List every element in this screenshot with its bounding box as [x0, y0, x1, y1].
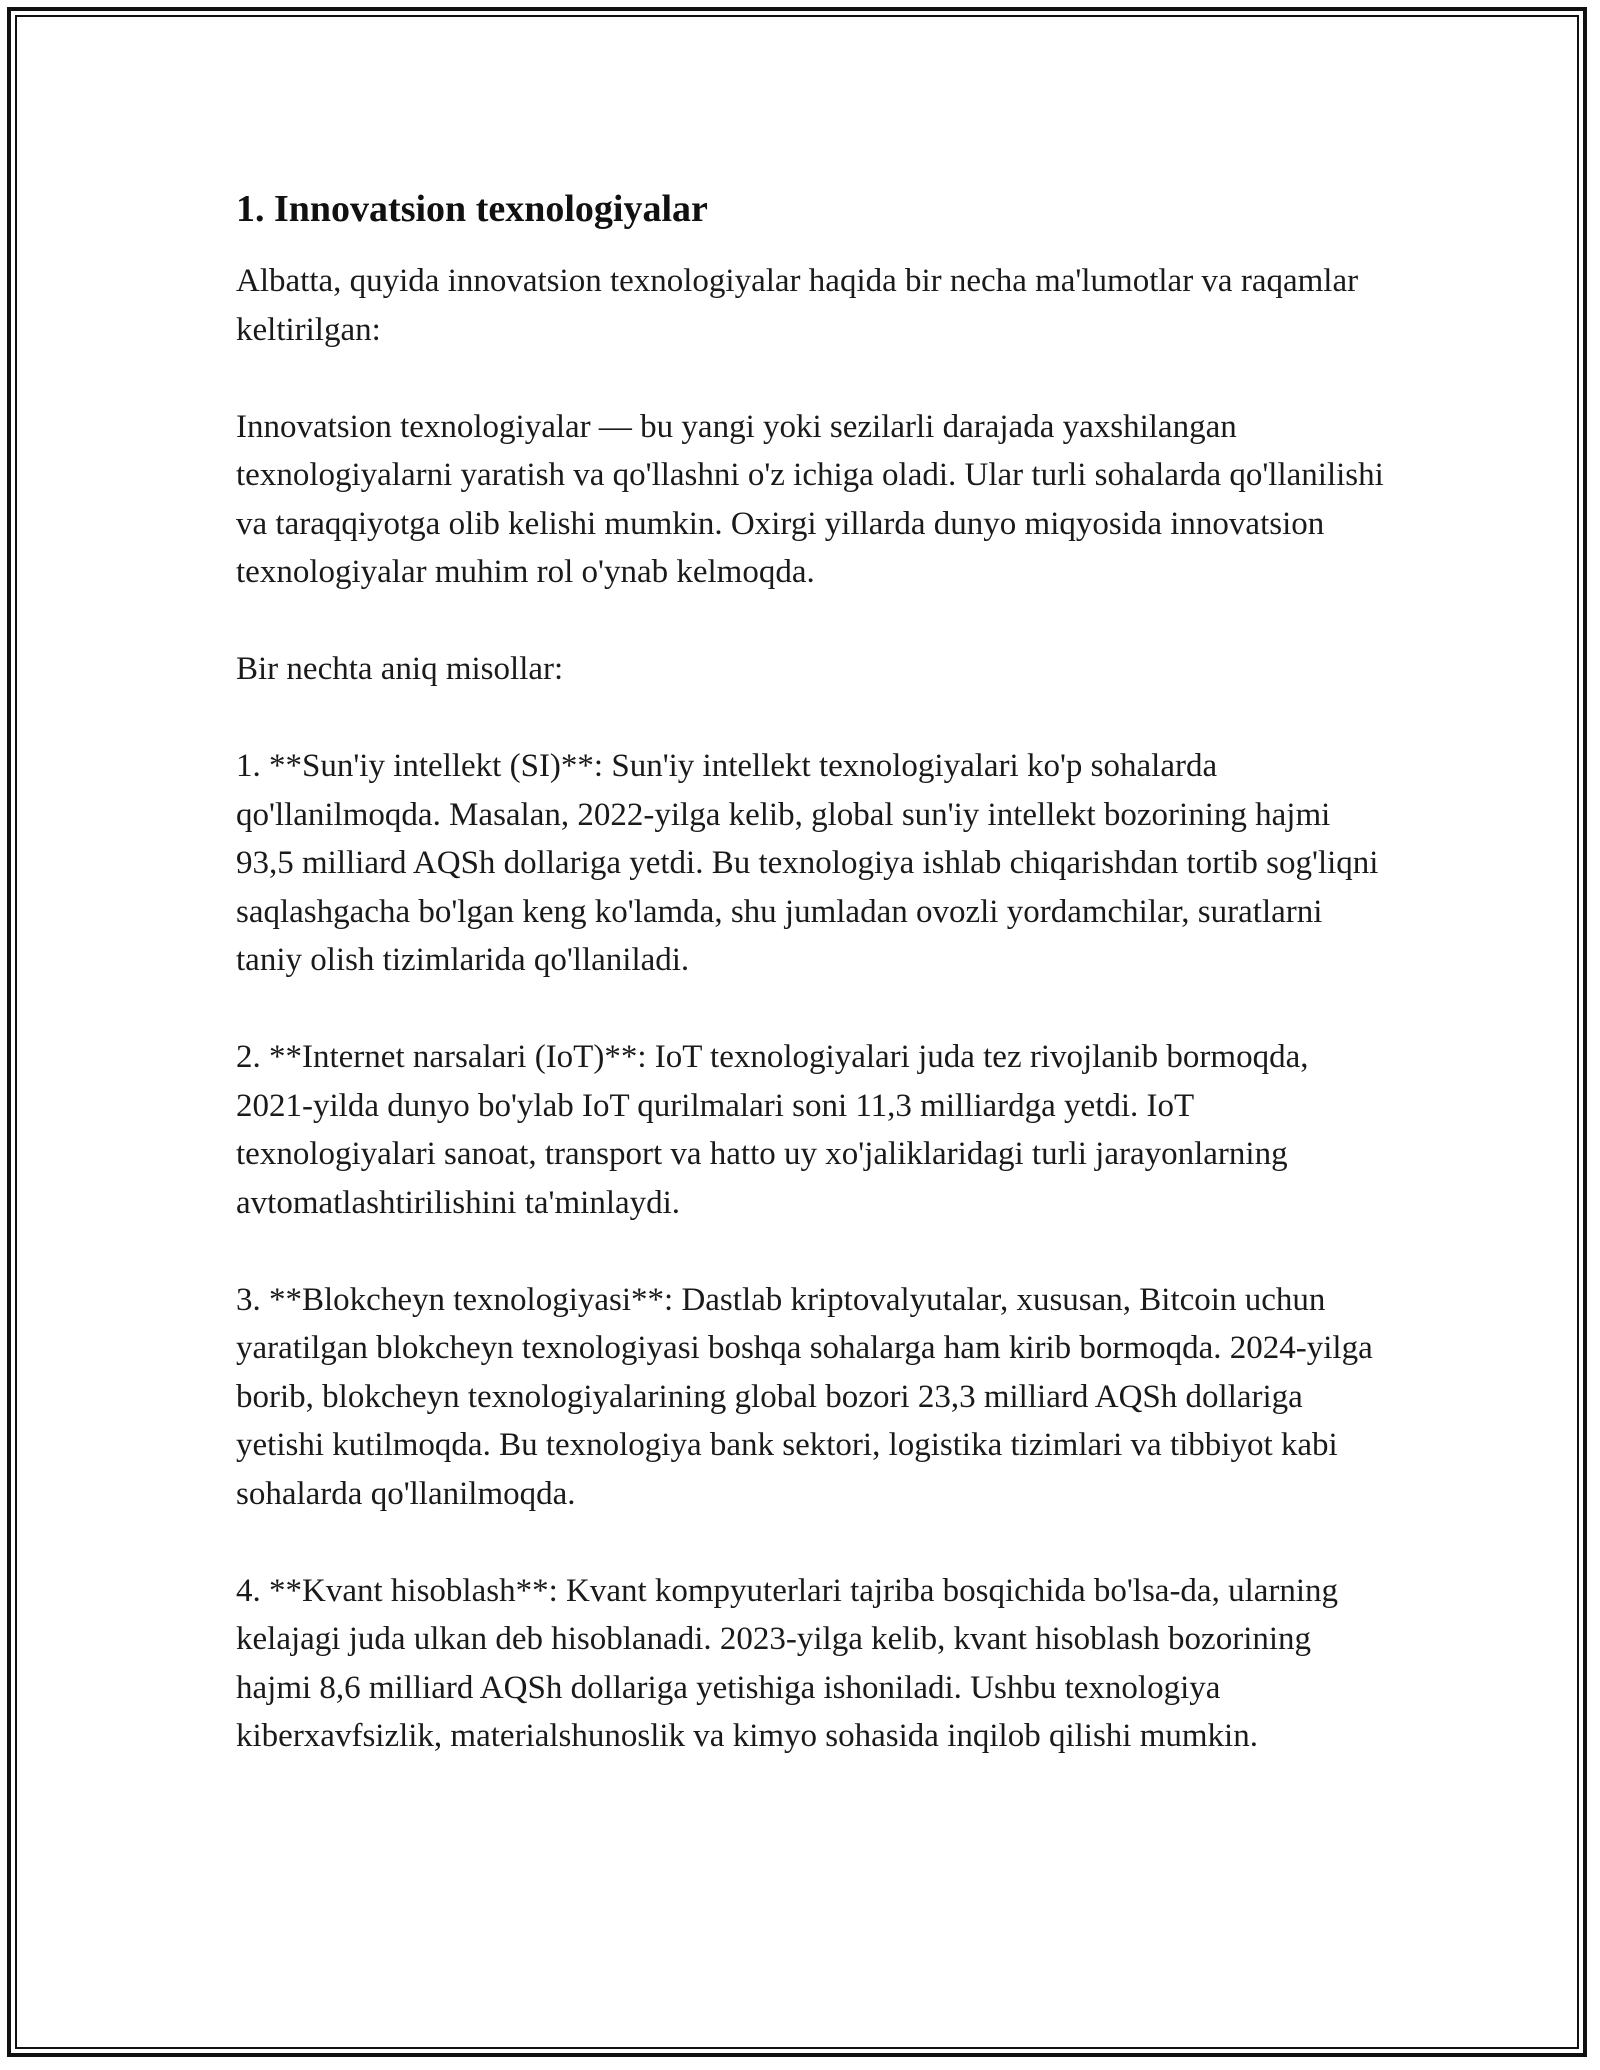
example-ai-paragraph: 1. **Sun'iy intellekt (SI)**: Sun'iy intellekt texnologiyalari ko'p sohalarda qo'llanilmoqda. Masalan, 2022-yilga kelib, global sun'iy intellekt bozorining hajmi 93,5 milliard AQSh dollariga yetdi. Bu texnologiya ishlab chiqarishdan tortib sog'liqni saqlashgacha bo'lgan keng ko'lamda, shu jumladan ovozli yordamchilar, suratlarni taniy olish tizimlarida qo'llaniladi.: [236, 748, 1379, 978]
intro-paragraph: Albatta, quyida innovatsion texnologiyalar haqida bir necha ma'lumotlar va raqamlar keltirilgan:: [236, 263, 1359, 348]
document-title: 1. Innovatsion texnologiyalar: [236, 188, 708, 230]
example-iot-paragraph: 2. **Internet narsalari (IoT)**: IoT texnologiyalari juda tez rivojlanib bormoqda, 2021-yilda dunyo bo'ylab IoT qurilmalari soni 11,3 milliardga yetdi. IoT texnologiyalari sanoat, transport va hatto uy xo'jaliklaridagi turli jarayonlarning avtomatlashtirilishini ta'minlaydi.: [236, 1039, 1309, 1221]
examples-heading-paragraph: Bir nechta aniq misollar:: [236, 651, 564, 687]
example-blockchain-paragraph: 3. **Blokcheyn texnologiyasi**: Dastlab kriptovalyutalar, xususan, Bitcoin uchun yaratilgan blokcheyn texnologiyasi boshqa sohalarga ham kirib bormoqda. 2024-yilga borib, blokcheyn texnologiyalarining global bozori 23,3 milliard AQSh dollariga yetishi kutilmoqda. Bu texnologiya bank sektori, logistika tizimlari va tibbiyot kabi sohalarda qo'llanilmoqda.: [236, 1281, 1373, 1512]
document-body: [236, 185, 1386, 1809]
definition-paragraph: Innovatsion texnologiyalar — bu yangi yoki sezilarli darajada yaxshilangan texnologiyalarni yaratish va qo'llashni o'z ichiga oladi. Ular turli sohalarda qo'llanilishi va taraqqiyotga olib kelishi mumkin. Oxirgi yillarda dunyo miqyosida innovatsion texnologiyalar muhim rol o'ynab kelmoqda.: [236, 408, 1384, 590]
example-quantum-paragraph: 4. **Kvant hisoblash**: Kvant kompyuterlari tajriba bosqichida bo'lsa-da, ularning kelajagi juda ulkan deb hisoblanadi. 2023-yilga kelib, kvant hisoblash bozorining hajmi 8,6 milliard AQSh dollariga yetishiga ishoniladi. Ushbu texnologiya kiberxavfsizlik, materialshunoslik va kimyo sohasida inqilob qilishi mumkin.: [236, 1572, 1339, 1754]
